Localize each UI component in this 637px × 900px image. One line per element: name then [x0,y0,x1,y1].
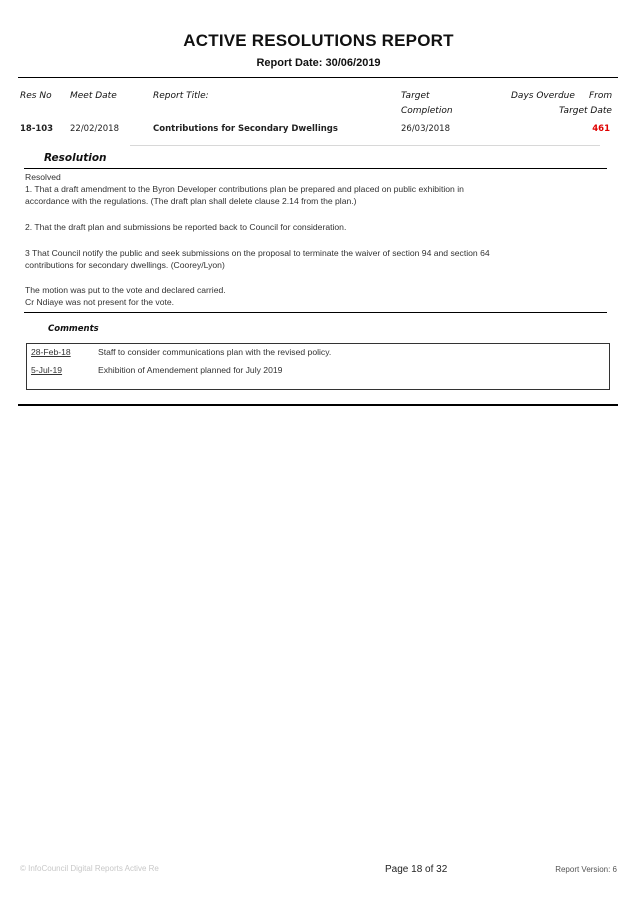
report-date: Report Date: 30/06/2019 [256,57,381,69]
resolution-heading: Resolution [44,152,107,164]
comments-divider [24,312,607,313]
footer-page-number: Page 18 of 32 [385,864,448,875]
col-header-from: From [589,91,613,101]
resolution-line: 2. That the draft plan and submissions be reported back to Council for consideration. [25,222,347,232]
report-title: ACTIVE RESOLUTIONS REPORT [183,31,454,50]
record-res-no: 18-103 [20,124,54,134]
col-header-completion: Completion [401,106,453,116]
record-report-title: Contributions for Secondary Dwellings [153,124,338,134]
header-divider-top [18,77,618,78]
col-header-days-overdue: Days Overdue [511,91,575,101]
record-days-overdue: 461 [592,124,610,134]
col-header-target: Target [401,91,430,101]
record-meet-date: 22/02/2018 [70,124,119,134]
resolution-line: contributions for secondary dwellings. (Coorey/Lyon) [25,260,225,270]
record-divider [130,145,600,146]
comment-date: 28-Feb-18 [31,347,71,357]
comment-text: Staff to consider communications plan with the revised policy. [98,347,332,357]
footer-copyright: © InfoCouncil Digital Reports Active Re [20,864,159,873]
comments-label: Comments [48,324,99,334]
resolution-line: 3 That Council notify the public and seek submissions on the proposal to terminate the waiver of section 94 and section 64 [25,248,490,258]
comment-text: Exhibition of Amendement planned for July 2019 [98,365,283,375]
resolution-line: accordance with the regulations. (The draft plan shall delete clause 2.14 from the plan.) [25,196,357,206]
col-header-res-no: Res No [20,91,52,101]
section-end-divider [18,404,618,406]
resolution-line: 1. That a draft amendment to the Byron Developer contributions plan be prepared and placed on public exhibition in [25,184,464,194]
record-target-completion: 26/03/2018 [401,124,450,134]
col-header-meet-date: Meet Date [70,91,117,101]
resolution-line: The motion was put to the vote and declared carried. [25,285,226,295]
col-header-report-title: Report Title: [153,91,209,101]
resolution-line: Cr Ndiaye was not present for the vote. [25,297,175,307]
col-header-target-date: Target Date [559,106,612,116]
footer-report-version: Report Version: 6 [555,865,617,874]
resolution-divider [24,168,607,169]
resolution-line: Resolved [25,172,61,182]
comment-date: 5-Jul-19 [31,365,63,375]
